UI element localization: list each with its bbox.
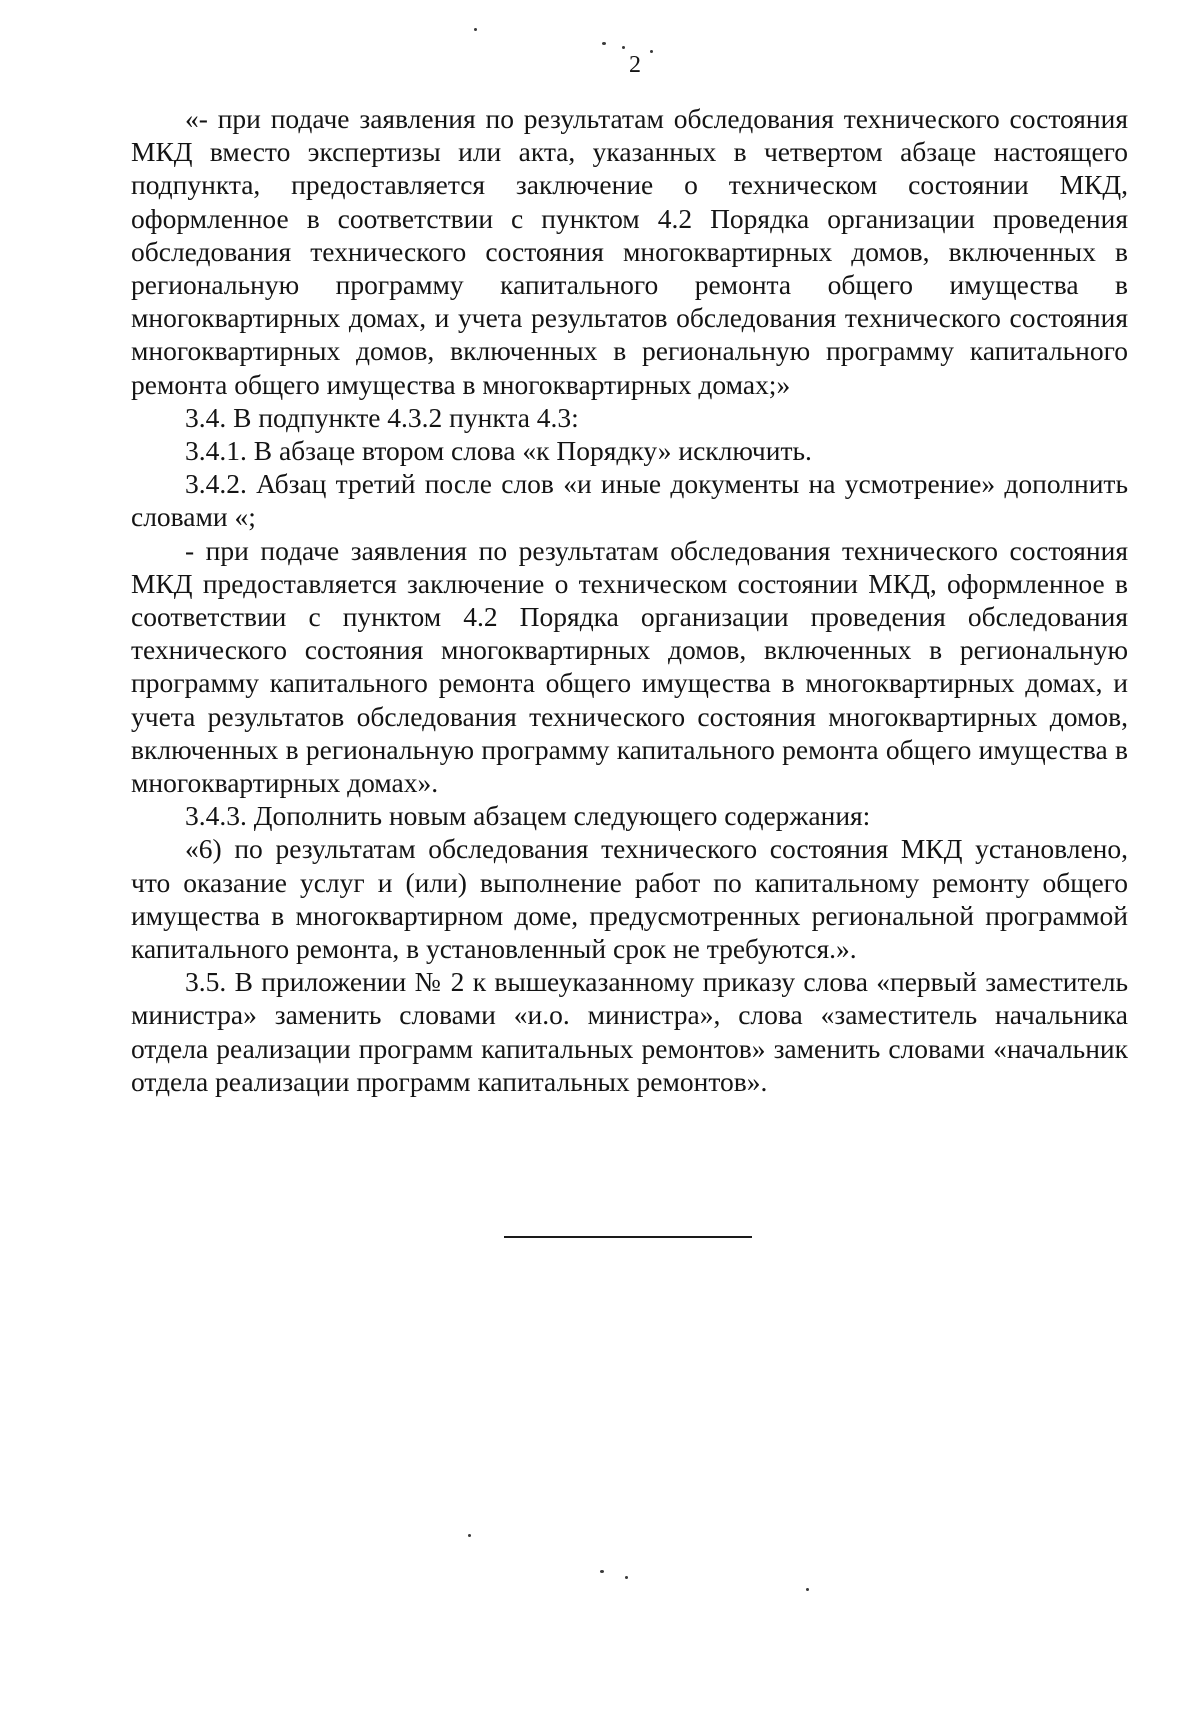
scan-speck [474, 28, 477, 31]
document-body [131, 102, 1128, 1098]
end-of-text-rule [504, 1236, 752, 1238]
paragraph-3-4-2: 3.4.2. Абзац третий после слов «и иные документы на усмотрение» дополнить словами «; [131, 468, 1128, 533]
page-number: 2 [629, 52, 641, 78]
scan-speck [806, 1588, 809, 1591]
paragraph-3-4-1: 3.4.1. В абзаце втором слова «к Порядку» исключить. [185, 435, 812, 467]
scan-speck [468, 1534, 471, 1537]
scan-speck [625, 1576, 628, 1579]
paragraph-3-4-3: 3.4.3. Дополнить новым абзацем следующего содержания: [185, 800, 871, 832]
paragraph-3-4-2-addition: - при подаче заявления по результатам обследования технического состояния МКД предоставляется заключение о техническом состоянии МКД, оформленное в соответствии с пунктом 4.2 Порядка организации проведения обследования технического состояния многоквартирных домов, включенных в региональную программу капитального ремонта общего имущества в многоквартирных домах, и учета результатов обследования технического состояния многоквартирных домов, включенных в региональную программу капитального ремонта общего имущества в многоквартирных домах». [131, 534, 1128, 799]
paragraph-quoted-amendment: «- при подаче заявления по результатам обследования технического состояния МКД вместо экспертизы или акта, указанных в четвертом абзаце настоящего подпункта, предоставляется заключение о техническом состоянии МКД, оформленное в соответствии с пунктом 4.2 Порядка организации проведения обследования технического состояния многоквартирных домов, включенных в региональную программу капитального ремонта общего имущества в многоквартирных домах, и учета результатов обследования технического состояния многоквартирных домов, включенных в региональную программу капитального ремонта общего имущества в многоквартирных домах;» [131, 103, 1128, 400]
scan-speck [622, 46, 625, 49]
paragraph-3-4: 3.4. В подпункте 4.3.2 пункта 4.3: [185, 401, 579, 433]
paragraph-new-item-6: «6) по результатам обследования технического состояния МКД установлено, что оказание услуг и (или) выполнение работ по капитальному ремонту общего имущества в многоквартирном доме, предусмотренных региональной программой капитального ремонта, в установленный срок не требуются.». [131, 833, 1128, 965]
scan-speck [650, 50, 653, 53]
paragraph-3-5: 3.5. В приложении № 2 к вышеуказанному приказу слова «первый заместитель министра» заменить словами «и.о. министра», слова «заместитель начальника отдела реализации программ капитальных ремонтов» заменить словами «начальник отдела реализации программ капитальных ремонтов». [131, 966, 1128, 1097]
scan-speck [600, 1570, 604, 1573]
scan-speck [602, 42, 606, 45]
